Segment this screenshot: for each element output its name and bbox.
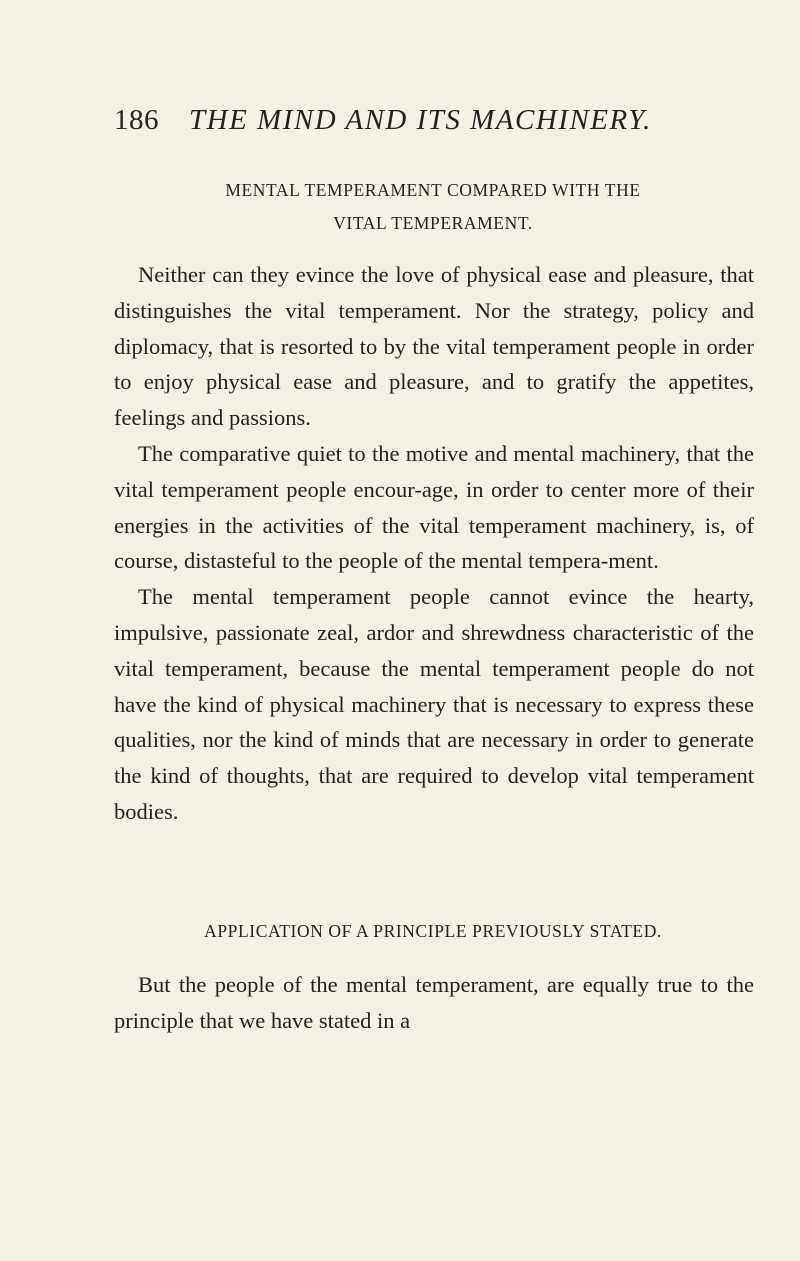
section-heading xyxy=(114,915,752,948)
paragraph: The comparative quiet to the motive and mental machinery, that the vital temperament people encour-age, in order to center more of their energies in the activities of the vital temperament machinery, is, of course, distasteful to the people of the mental tempera-ment. xyxy=(114,440,754,574)
section-body xyxy=(114,967,754,1039)
section-heading-line: VITAL TEMPERAMENT. xyxy=(333,213,533,233)
section-heading-line: APPLICATION OF A PRINCIPLE PREVIOUSLY STATED. xyxy=(204,921,662,941)
paragraph: The mental temperament people cannot evince the hearty, impulsive, passionate zeal, ardor and shrewdness characteristic of the vital temperament, because the mental temperament people do not have the kind of physical machinery that is necessary to express these qualities, nor the kind of minds that are necessary in order to generate the kind of thoughts, that are required to develop vital temperament bodies. xyxy=(114,584,754,824)
page-number: 186 xyxy=(114,104,159,136)
section-heading xyxy=(114,174,752,240)
section-body xyxy=(114,257,754,830)
paragraph: Neither can they evince the love of physical ease and pleasure, that distinguishes the vital temperament. Nor the strategy, policy and diplomacy, that is resorted to by the vital temperament people in order to enjoy physical ease and pleasure, and to gratify the appetites, feelings and passions. xyxy=(114,262,754,431)
running-header xyxy=(114,104,754,137)
paragraph: But the people of the mental temperament, are equally true to the principle that we have stated in a xyxy=(114,972,754,1033)
section-heading-line: MENTAL TEMPERAMENT COMPARED WITH THE xyxy=(225,180,641,200)
running-title: THE MIND AND ITS MACHINERY. xyxy=(189,104,652,136)
